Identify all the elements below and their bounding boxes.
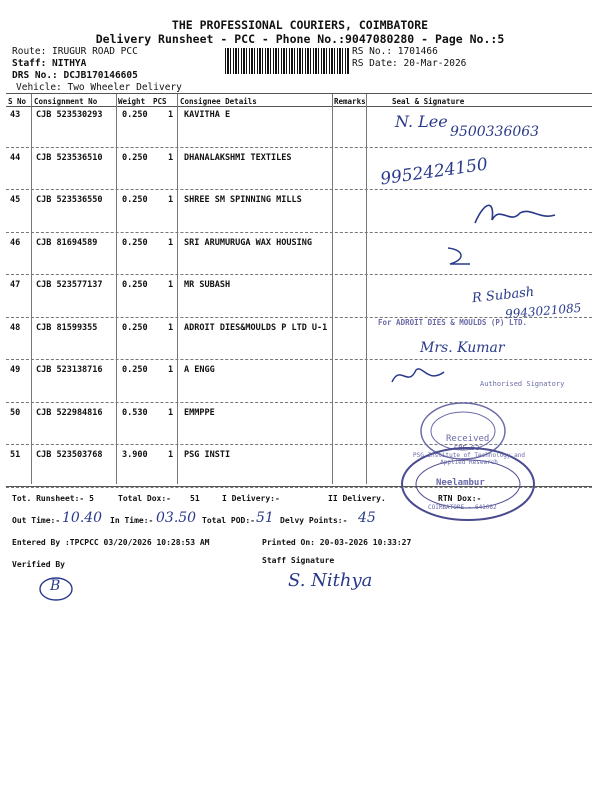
row-pcs: 1 [168, 110, 174, 120]
row-pcs: 1 [168, 365, 174, 375]
total-pod-value: 51 [256, 510, 274, 526]
row-consignment-no: CJB 523536550 [36, 195, 103, 205]
total-dox-label: Total Dox:- [118, 494, 171, 503]
psg-stamp-city: COIMBATORE - 641062 [428, 504, 497, 511]
row-pcs: 1 [168, 450, 174, 460]
route: Route: IRUGUR ROAD PCC [12, 46, 138, 57]
company-title: THE PROFESSIONAL COURIERS, COIMBATORE [171, 18, 429, 32]
col-consignment: Consignment No [34, 97, 98, 106]
row-consignee: KAVITHA E [184, 110, 231, 120]
row-weight: 3.900 [122, 450, 148, 460]
i-delivery: I Delivery:- [222, 494, 280, 503]
drs-number: DRS No.: DCJB170146605 [12, 70, 138, 81]
adroit-stamp-signatory: Authorised Signatory [480, 380, 565, 388]
row-sno: 43 [10, 110, 21, 120]
verified-initial: B [50, 578, 61, 594]
row-consignment-no: CJB 523503768 [36, 450, 103, 460]
col-pcs: PCS [153, 97, 167, 106]
row-sno: 48 [10, 322, 21, 333]
col-sno: S No [8, 97, 27, 106]
row-consignment-no: CJB 522984816 [36, 407, 103, 418]
row-consignee: PSG INSTI [184, 450, 231, 460]
row-consignee: ADROIT DIES&MOULDS P LTD U-1 [184, 322, 328, 333]
r46-signature [440, 240, 480, 270]
adroit-stamp-line: For ADROIT DIES & MOULDS (P) LTD. [378, 318, 528, 327]
row-weight: 0.250 [122, 110, 148, 120]
row-weight: 0.250 [122, 365, 148, 375]
footer-rule [6, 486, 592, 487]
row-consignee: SHREE SM SPINNING MILLS [184, 195, 302, 205]
row-pcs: 1 [168, 280, 174, 290]
barcode [225, 48, 349, 74]
col-consignee: Consignee Details [180, 97, 257, 106]
col-remarks: Remarks [334, 97, 366, 106]
tot-runsheet: Tot. Runsheet:- 5 [12, 494, 94, 503]
row-consignment-no: CJB 523530293 [36, 110, 103, 120]
row-weight: 0.250 [122, 237, 148, 248]
col-divider [31, 94, 32, 484]
col-divider [366, 94, 367, 484]
row-consignee: A ENGG [184, 365, 215, 375]
col-divider [332, 94, 333, 484]
row-consignee: SRI ARUMURUGA WAX HOUSING [184, 237, 312, 248]
out-time-label: Out Time:- [12, 516, 61, 525]
delvy-points-value: 45 [358, 510, 376, 526]
row-consignment-no: CJB 81599355 [36, 322, 98, 333]
rs-date: RS Date: 20-Mar-2026 [352, 58, 467, 69]
rtn-dox: RTN Dox:- [438, 494, 482, 503]
table-header-rule [6, 106, 592, 107]
in-time-label: In Time:- [110, 516, 154, 525]
r45-signature [470, 195, 560, 235]
row-divider [6, 359, 592, 360]
row-weight: 0.250 [122, 322, 148, 333]
r44-recipient-phone: 9952424150 [379, 154, 490, 190]
psg-stamp-place: Neelambur [436, 478, 485, 488]
row-pcs: 1 [168, 237, 174, 248]
staff-signature: S. Nithya [288, 570, 373, 591]
entered-by: Entered By :TPCPCC 03/20/2026 10:28:53 AM [12, 538, 210, 547]
r43-recipient-name: N. Lee [395, 112, 448, 131]
staff-signature-label: Staff Signature [262, 556, 335, 565]
row-consignee: MR SUBASH [184, 280, 231, 290]
row-sno: 50 [10, 407, 21, 418]
received-stamp-text: Received [446, 434, 490, 444]
total-pod-label: Total POD:- [202, 516, 255, 525]
delvy-points-label: Delvy Points:- [280, 516, 348, 525]
row-weight: 0.250 [122, 152, 148, 163]
row-consignee: EMMPPE [184, 407, 215, 418]
col-divider [177, 94, 178, 484]
row-weight: 0.530 [122, 407, 148, 418]
row-weight: 0.250 [122, 195, 148, 205]
r47-recipient-name: R Subash [471, 284, 535, 307]
row-sno: 49 [10, 365, 21, 375]
col-weight: Weight [118, 97, 146, 106]
row-consignee: DHANALAKSHMI TEXTILES [184, 152, 292, 163]
row-pcs: 1 [168, 322, 174, 333]
row-divider [6, 189, 592, 190]
r49-signature [388, 362, 448, 390]
vehicle: Vehicle: Two Wheeler Delivery [16, 82, 182, 93]
row-consignment-no: CJB 523536510 [36, 152, 103, 163]
runsheet-subtitle: Delivery Runsheet - PCC - Phone No.:9047080280 - Page No.:5 [95, 32, 505, 46]
total-dox-value: 51 [190, 494, 200, 503]
row-consignment-no: CJB 523577137 [36, 280, 103, 290]
verified-by-label: Verified By [12, 560, 65, 569]
row-divider [6, 274, 592, 275]
row-sno: 45 [10, 195, 21, 205]
row-sno: 46 [10, 237, 21, 248]
row-pcs: 1 [168, 152, 174, 163]
row-sno: 51 [10, 450, 21, 460]
in-time-value: 03.50 [156, 510, 197, 526]
row-pcs: 1 [168, 407, 174, 418]
col-divider [116, 94, 117, 484]
rs-number: RS No.: 1701466 [352, 46, 438, 57]
r47-recipient-phone: 9943021085 [504, 300, 582, 322]
printed-on: Printed On: 20-03-2026 10:33:27 [262, 538, 412, 547]
row-consignment-no: CJB 81694589 [36, 237, 98, 248]
row-divider [6, 147, 592, 148]
row-pcs: 1 [168, 195, 174, 205]
row-sno: 44 [10, 152, 21, 163]
out-time-value: 10.40 [62, 510, 103, 526]
ii-delivery: II Delivery. [328, 494, 386, 503]
r48-recipient-name: Mrs. Kumar [420, 340, 505, 356]
psg-stamp-name: PSG Institute of Technology and Applied Research [413, 452, 525, 466]
row-sno: 47 [10, 280, 21, 290]
col-seal-signature: Seal & Signature [392, 97, 465, 106]
table-top-rule [6, 93, 592, 94]
staff: Staff: NITHYA [12, 58, 87, 69]
row-consignment-no: CJB 523138716 [36, 365, 103, 375]
r43-recipient-phone: 9500336063 [450, 124, 540, 140]
received-stamp-code: CBE-62 [454, 444, 480, 452]
row-weight: 0.250 [122, 280, 148, 290]
